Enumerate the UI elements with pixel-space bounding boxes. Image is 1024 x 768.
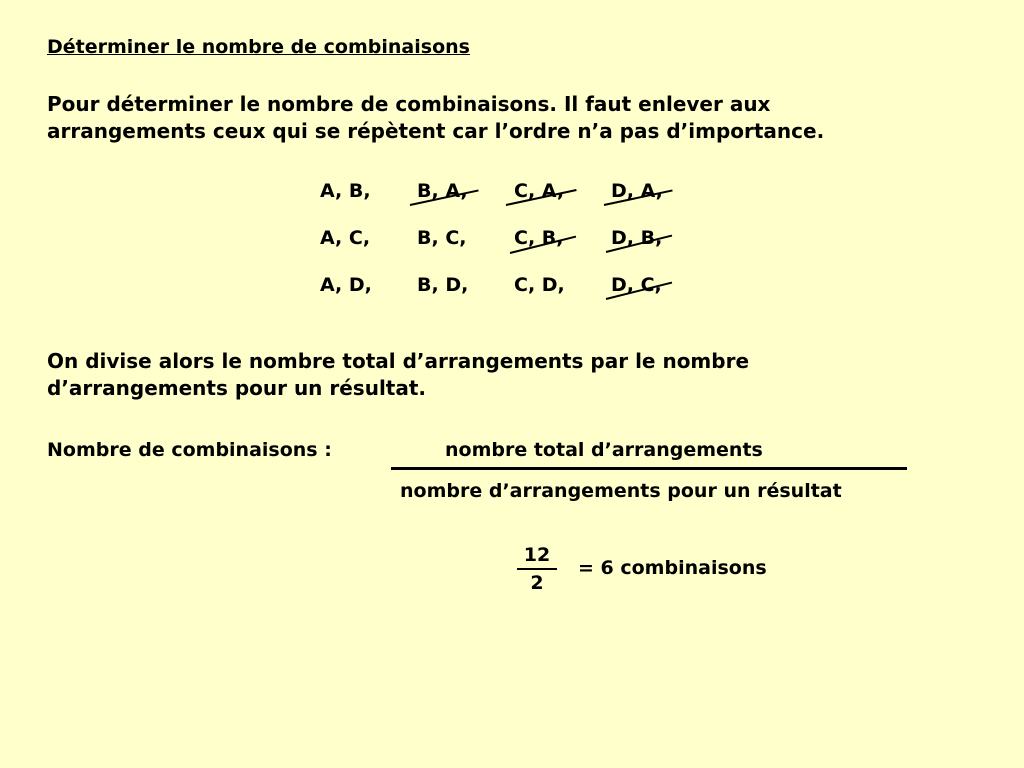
result-denominator: 2: [530, 572, 544, 594]
arrangement-grid: [320, 180, 700, 305]
divide-paragraph: On divise alors le nombre total d’arrangements par le nombre d’arrangements pour un résultat.: [47, 349, 750, 400]
grid-cell: B, D,: [417, 274, 469, 296]
grid-cell: A, C,: [320, 227, 371, 249]
grid-cell-crossed: D, A,: [611, 180, 663, 202]
formula-denominator: nombre d’arrangements pour un résultat: [400, 480, 842, 502]
intro-paragraph: Pour déterminer le nombre de combinaisons. Il faut enlever aux arrangements ceux qui se répètent car l’ordre n’a pas d’importance.: [47, 92, 825, 143]
grid-cell-crossed: C, A,: [514, 180, 565, 202]
grid-cell: A, B,: [320, 180, 371, 202]
grid-cell-crossed: D, B,: [611, 227, 663, 249]
grid-cell: B, C,: [417, 227, 467, 249]
formula-fraction-bar: [391, 467, 907, 470]
result-fraction-bar: [517, 568, 557, 570]
formula-label: Nombre de combinaisons :: [47, 439, 332, 461]
result-fraction: [515, 544, 559, 594]
slide-title: Déterminer le nombre de combinaisons: [47, 36, 470, 58]
grid-cell-crossed: B, A,: [417, 180, 468, 202]
result-text: = 6 combinaisons: [578, 557, 767, 579]
grid-cell: C, D,: [514, 274, 565, 296]
grid-cell-crossed: C, B,: [514, 227, 564, 249]
grid-cell: A, D,: [320, 274, 372, 296]
result-numerator: 12: [523, 544, 551, 566]
grid-cell-crossed: D, C,: [611, 274, 662, 296]
formula-numerator: nombre total d’arrangements: [445, 439, 763, 461]
